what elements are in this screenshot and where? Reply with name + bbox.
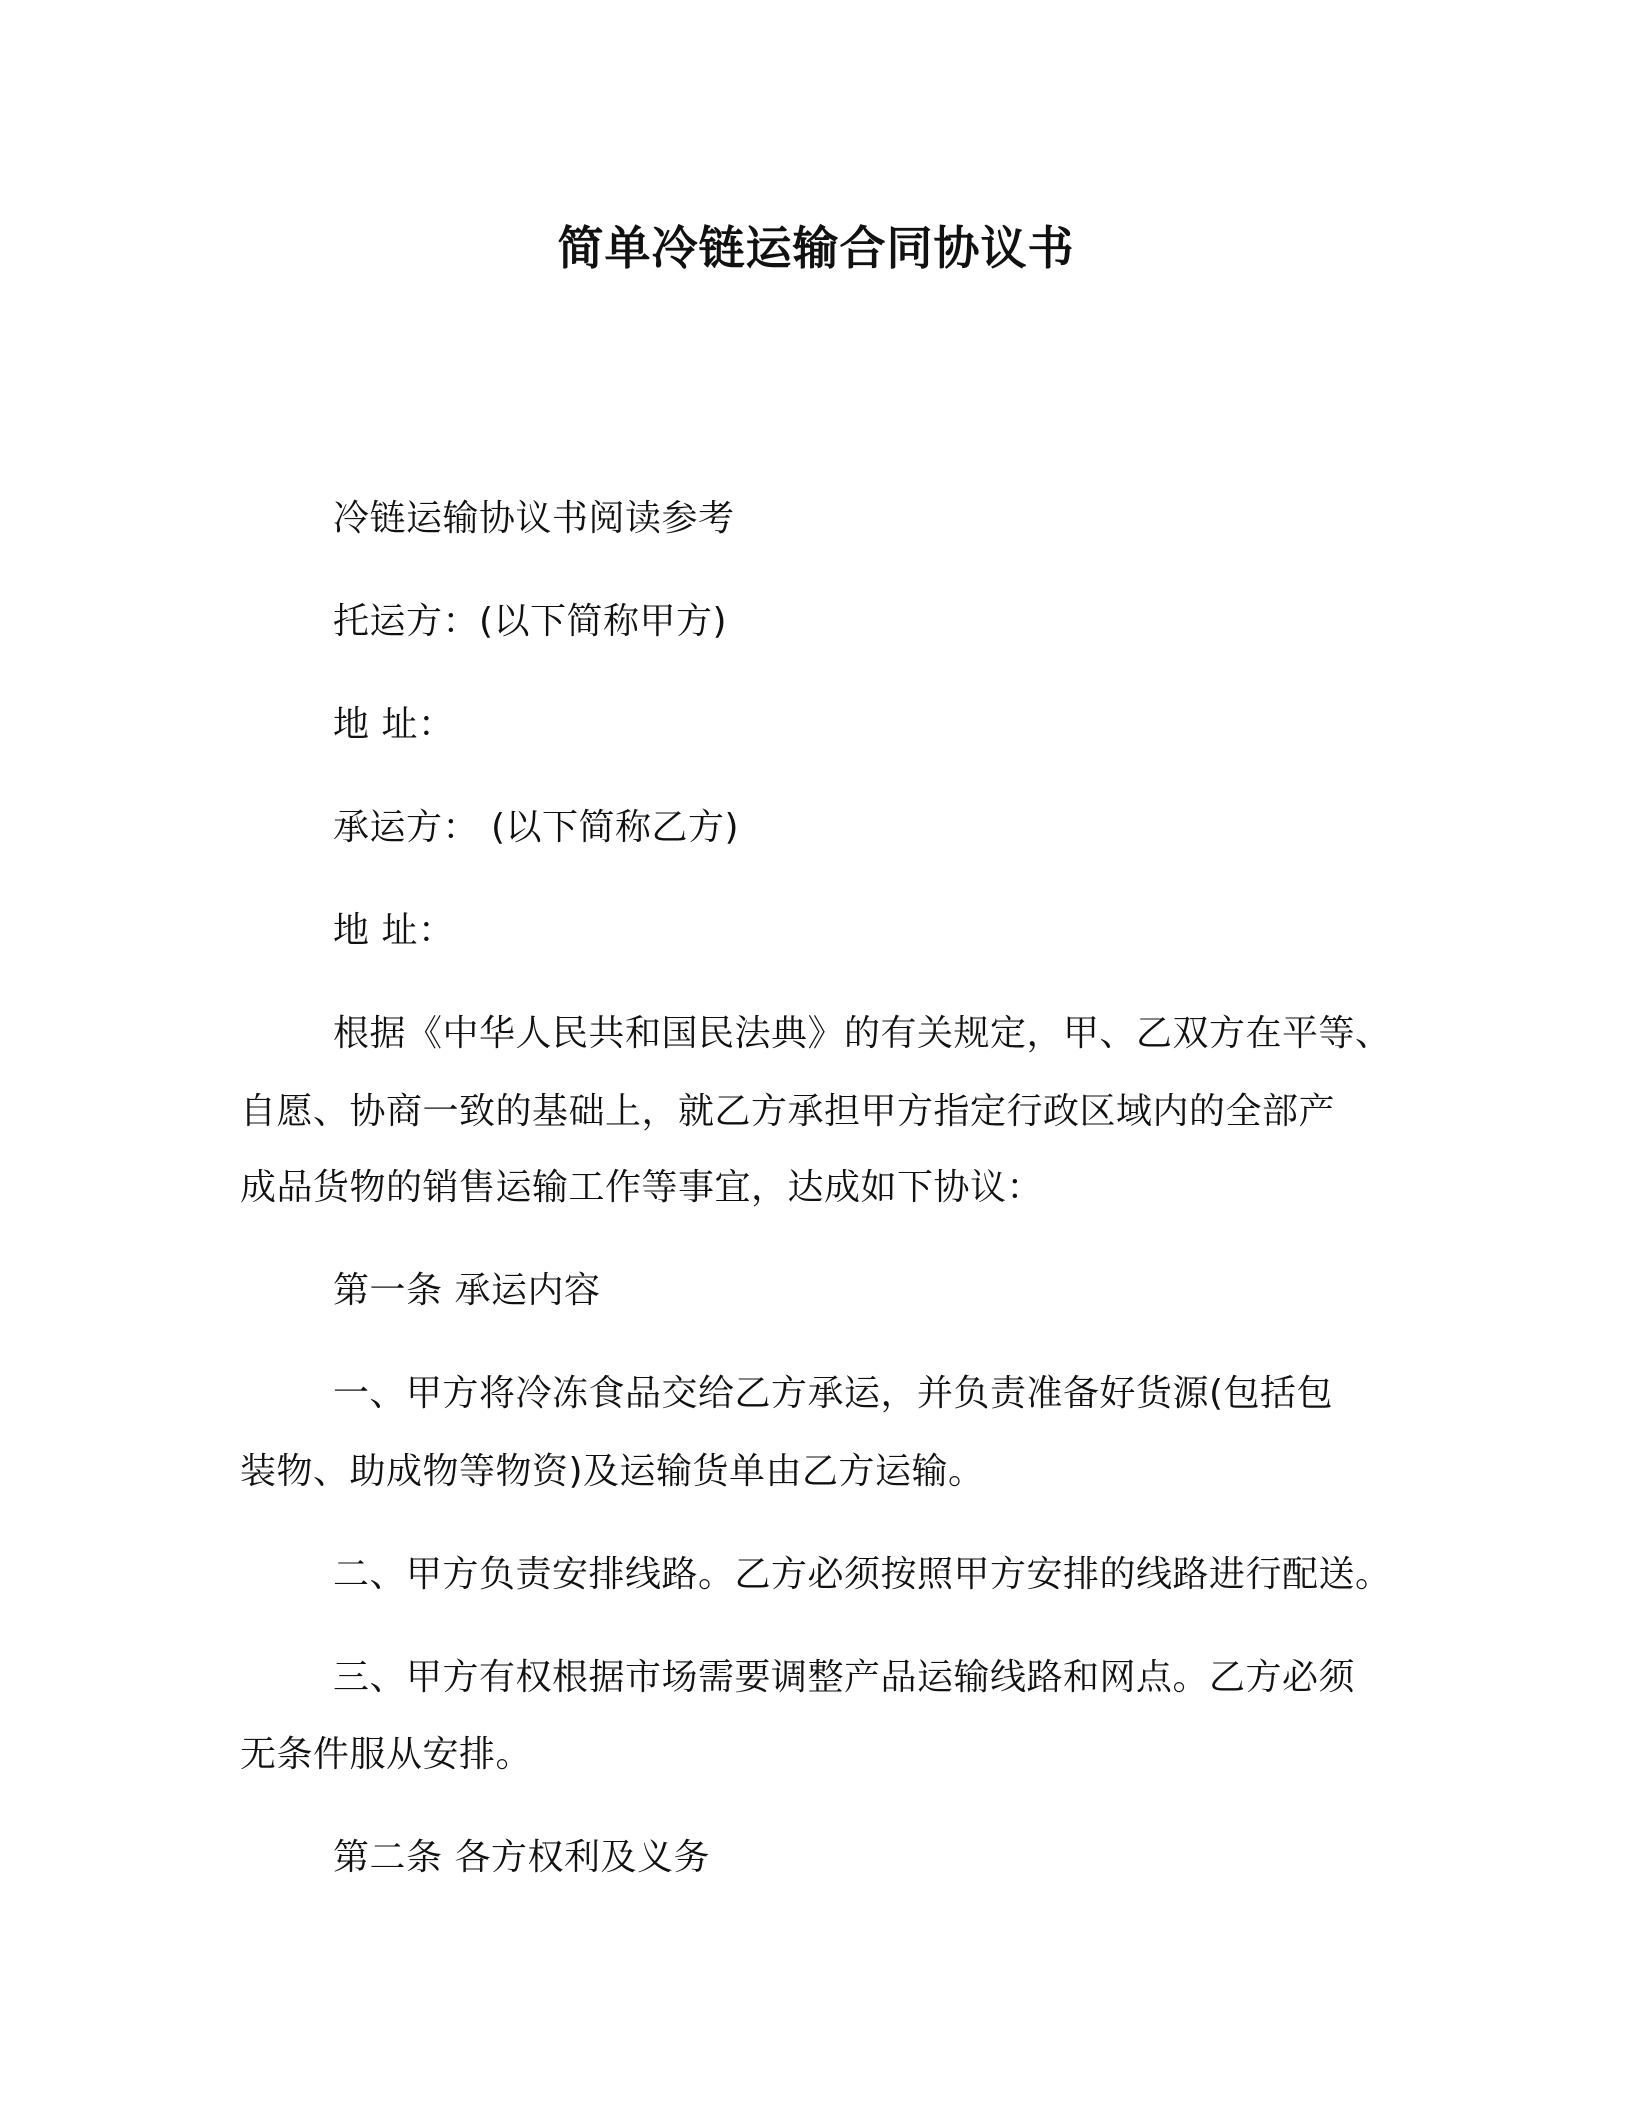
article-1-heading: 第一条 承运内容	[333, 1270, 601, 1311]
carrier-line: 承运方： (以下简称乙方)	[333, 807, 740, 848]
subtitle-line: 冷链运输协议书阅读参考	[333, 498, 735, 539]
clause-3-line-1: 三、甲方有权根据市场需要调整产品运输线路和网点。乙方必须	[333, 1657, 1356, 1698]
document-title: 简单冷链运输合同协议书	[557, 221, 1075, 275]
preamble-line-1: 根据《中华人民共和国民法典》的有关规定，甲、乙双方在平等、	[333, 1013, 1392, 1054]
consignor-address-line: 地 址：	[333, 704, 455, 745]
clause-1-line-2: 装物、助成物等物资)及运输货单由乙方运输。	[240, 1451, 985, 1492]
preamble-line-3: 成品货物的销售运输工作等事宜，达成如下协议：	[240, 1167, 1044, 1208]
consignor-line: 托运方：(以下简称甲方)	[333, 601, 728, 642]
carrier-address-line: 地 址：	[333, 910, 455, 951]
clause-2-line: 二、甲方负责安排线路。乙方必须按照甲方安排的线路进行配送。	[333, 1554, 1392, 1595]
article-2-heading: 第二条 各方权利及义务	[333, 1837, 710, 1878]
clause-3-line-2: 无条件服从安排。	[240, 1734, 533, 1775]
preamble-line-2: 自愿、协商一致的基础上，就乙方承担甲方指定行政区域内的全部产	[240, 1091, 1336, 1132]
clause-1-line-1: 一、甲方将冷冻食品交给乙方承运，并负责准备好货源(包括包	[333, 1373, 1334, 1414]
